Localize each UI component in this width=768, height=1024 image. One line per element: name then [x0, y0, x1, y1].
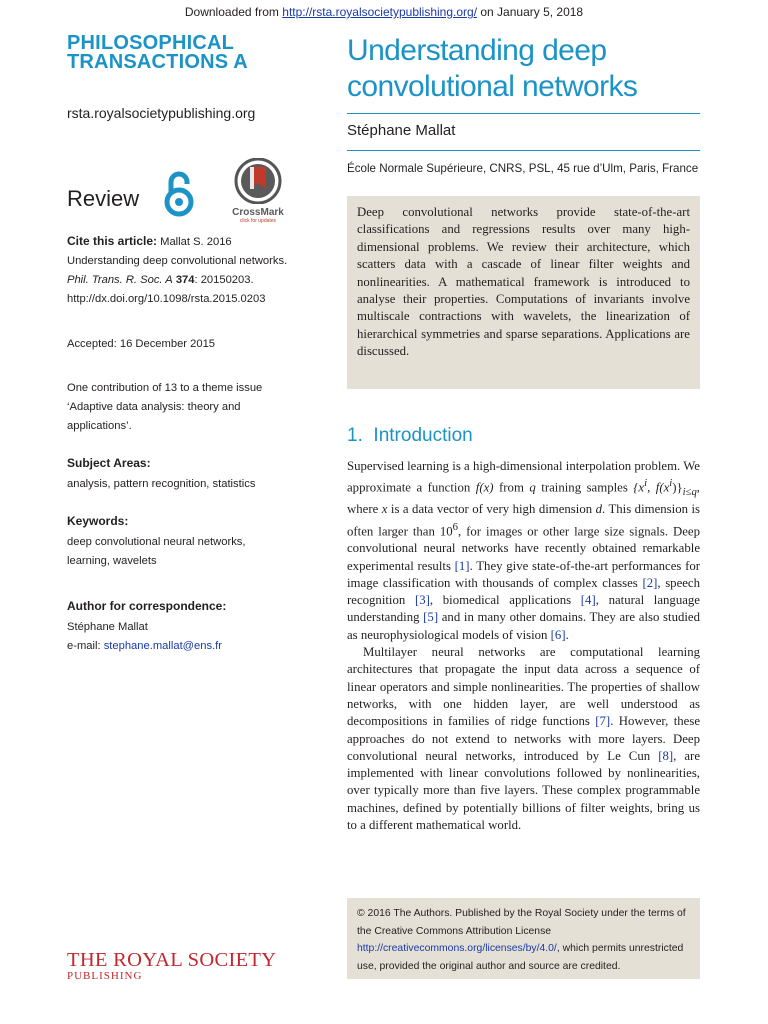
ref-7-link[interactable]: [7]: [595, 714, 611, 729]
crossmark-badge[interactable]: [226, 158, 290, 224]
license-text-b: , which permits unrestricted use, provided the original author and source are credited.: [357, 943, 684, 972]
email-link[interactable]: stephane.mallat@ens.fr: [103, 640, 223, 652]
article-title: [347, 33, 637, 105]
download-note: [0, 5, 768, 19]
body-text: [347, 458, 700, 834]
ref-5-link[interactable]: [5]: [423, 610, 439, 625]
journal-name-line2: TRANSACTIONS A: [67, 51, 248, 73]
cite-journal: Phil. Trans. R. Soc. A: [67, 274, 173, 286]
cite-block: [67, 232, 307, 309]
cite-doi[interactable]: http://dx.doi.org/10.1098/rsta.2015.0203: [67, 293, 266, 305]
publisher-sub: PUBLISHING: [67, 970, 143, 982]
crossmark-sub: click for updates: [239, 218, 277, 224]
section-number: 1.: [347, 425, 363, 446]
title-rule: [347, 113, 700, 114]
article-title-line1: Understanding deep: [347, 34, 607, 67]
download-prefix: Downloaded from: [184, 5, 283, 19]
subject-heading: Subject Areas:: [67, 456, 151, 470]
cite-article-no: : 20150203.: [194, 274, 254, 286]
correspondence-heading: Author for correspondence:: [67, 599, 227, 613]
license-box: [347, 898, 700, 979]
email-label: e-mail:: [67, 640, 104, 652]
journal-name: [67, 34, 248, 72]
correspondence-name: Stéphane Mallat: [67, 621, 148, 633]
license-text-a: © 2016 The Authors. Published by the Royal Society under the terms of the Creative Commons Attribution License: [357, 908, 686, 937]
license-url-link[interactable]: http://creativecommons.org/licenses/by/4.0/: [357, 943, 557, 954]
article-affiliation: École Normale Supérieure, CNRS, PSL, 45 rue d’Ulm, Paris, France: [347, 162, 699, 175]
ref-2-link[interactable]: [2]: [642, 575, 658, 590]
keywords-line2: learning, wavelets: [67, 555, 157, 567]
journal-name-line1: PHILOSOPHICAL: [67, 32, 235, 54]
cite-line2: Understanding deep convolutional networks.: [67, 255, 288, 267]
theme-line2: ‘Adaptive data analysis: theory and: [67, 401, 241, 413]
ref-1-link[interactable]: [1]: [454, 558, 470, 573]
ref-8-link[interactable]: [8]: [658, 748, 674, 763]
correspondence: [67, 597, 307, 656]
theme-line3: applications’.: [67, 420, 132, 432]
publisher-logo: [67, 950, 276, 982]
ref-3-link[interactable]: [3]: [414, 593, 430, 608]
publisher-name: THE ROYAL SOCIETY: [67, 949, 277, 971]
subject-areas: [67, 454, 307, 494]
keywords: [67, 512, 307, 571]
open-access-icon: [162, 170, 196, 223]
keywords-line1: deep convolutional neural networks,: [67, 536, 246, 548]
article-type: Review: [67, 186, 140, 211]
body-paragraph-2: Multilayer neural networks are computational learning architectures that propagate the input data across a sequence of linear operators and simple nonlinearities. The properties of shallow networks, with one hidden layer, are well understood as decompositions in families of ridge functions [7]. However, these approaches do not extend to networks with more layers. Deep convolutional neural networks, introduced by Le Cun [8], are implemented with linear convolutions followed by nonlinearities, over typically more than five layers. These complex programmable machines, defined by potentially billions of filter weights, bring us to a different mathematical world.: [347, 645, 701, 833]
download-suffix: on January 5, 2018: [477, 5, 584, 19]
cite-volume: 374: [175, 274, 195, 286]
section-heading: [347, 425, 473, 447]
keywords-heading: Keywords:: [67, 514, 129, 528]
crossmark-icon: [232, 158, 284, 204]
download-url-link[interactable]: http://rsta.royalsocietypublishing.org/: [282, 5, 478, 19]
crossmark-label: CrossMark: [232, 207, 284, 218]
author-rule: [347, 150, 700, 151]
body-paragraph-1: Supervised learning is a high-dimensional interpolation problem. We approximate a function f(x) from q training samples {$x^i$, $f(x^i)\}_{i\le q}$, where x is a data vector of very high dimension d. This dimension is often larger than $10^6$, for images or other large size signals. Deep convolutional neural networks have recently obtained remarkable experimental results [1]. They give state-of-the-art performances for image classification with thousands of complex classes [2], speech recognition [3], biomedical applications [4], natural language understanding [5] and in many other domains. They are also studied as neurophysiological models of vision [6].: [347, 459, 701, 642]
ref-4-link[interactable]: [4]: [580, 593, 596, 608]
theme-line1: One contribution of 13 to a theme issue: [67, 382, 263, 394]
subject-value: analysis, pattern recognition, statistics: [67, 478, 256, 490]
section-title: Introduction: [373, 425, 473, 446]
article-author: Stéphane Mallat: [347, 122, 456, 139]
abstract-text: Deep convolutional networks provide state-of-the-art classifications and regressions results over many high-dimensional problems. We review their architecture, which scatters data with a cascade of linear filter weights and nonlinearities. A mathematical framework is introduced to analyse their properties. Computations of invariants involve multiscale contractions with wavelets, the linearization of hierarchical symmetries and sparse separations. Applications are discussed.: [357, 205, 690, 359]
cite-line1: Mallat S. 2016: [160, 236, 232, 248]
journal-site-link[interactable]: rsta.royalsocietypublishing.org: [67, 105, 256, 121]
ref-6-link[interactable]: [6]: [550, 627, 566, 642]
cite-heading: Cite this article:: [67, 234, 158, 248]
article-title-line2: convolutional networks: [347, 70, 638, 103]
accepted-date: Accepted: 16 December 2015: [67, 338, 216, 350]
theme-issue: [67, 379, 307, 436]
abstract-box: [347, 196, 700, 389]
